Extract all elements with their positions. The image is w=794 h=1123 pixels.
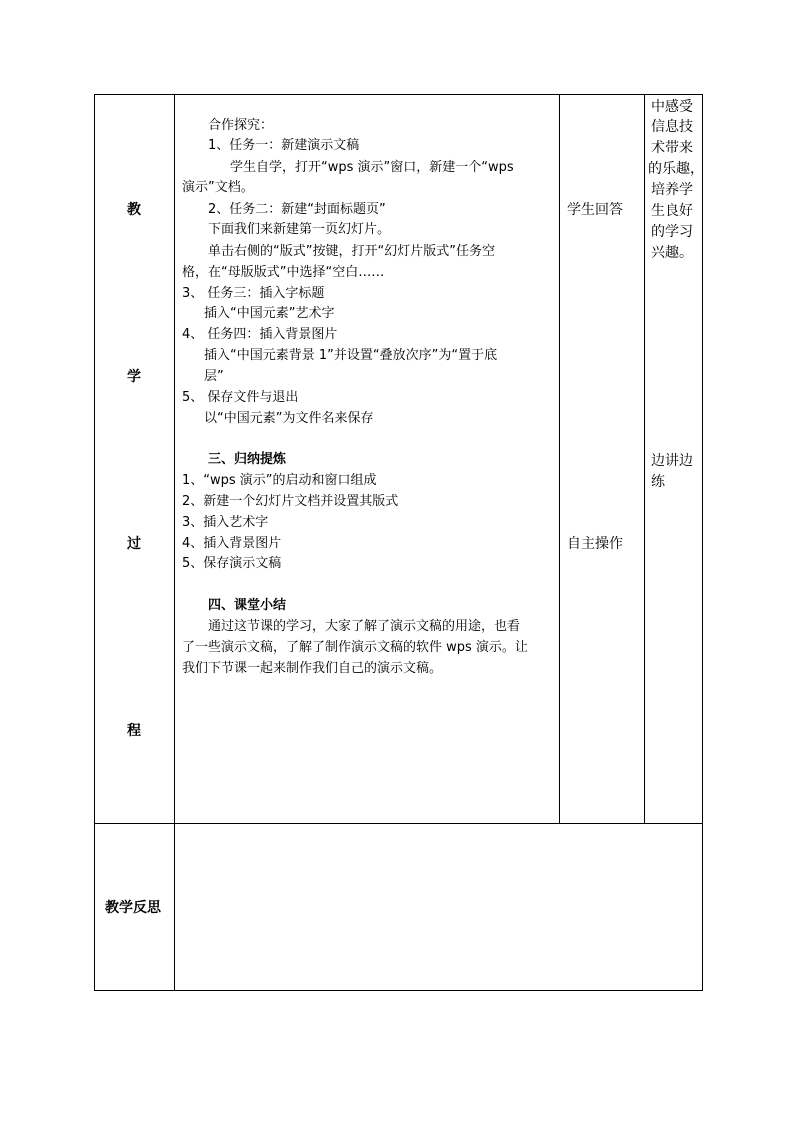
summary-item: 2、新建一个幻灯片文档并设置其版式 xyxy=(182,494,399,509)
content-line: 5、 保存文件与退出 xyxy=(182,390,299,405)
summary-heading: 三、归纳提炼 xyxy=(208,452,287,467)
table-bottom-border xyxy=(94,990,703,991)
student-activity-answer: 学生回答 xyxy=(567,202,623,218)
intent-line: 中感受 xyxy=(651,99,693,115)
content-line: 插入“中国元素背景 1”并设置“叠放次序”为“置于底 xyxy=(204,348,498,363)
process-label-char: 程 xyxy=(127,723,141,739)
content-line: 演示”文档。 xyxy=(182,180,254,195)
content-line: 插入“中国元素”艺术字 xyxy=(204,306,335,321)
table-top-border xyxy=(94,94,703,95)
content-line: 以“中国元素”为文件名来保存 xyxy=(204,411,374,426)
process-label-char: 过 xyxy=(127,536,141,552)
conclusion-line: 了一些演示文稿，了解了制作演示文稿的软件 wps 演示。让 xyxy=(182,640,528,655)
method-line: 边讲边 xyxy=(651,453,693,469)
content-line: 1、任务一：新建演示文稿 xyxy=(208,138,360,153)
content-line: 2、任务二：新建“封面标题页” xyxy=(208,202,386,217)
content-line: 格，在“母版版式”中选择“空白…… xyxy=(182,265,385,280)
student-activity-operate: 自主操作 xyxy=(567,536,623,552)
intent-line: 信息技 xyxy=(651,119,693,135)
process-label-char: 教 xyxy=(127,202,141,218)
activity-column-divider xyxy=(644,94,645,824)
reflection-content xyxy=(175,824,702,990)
intent-line: 兴趣。 xyxy=(651,245,693,261)
table-left-border xyxy=(94,94,95,991)
intent-line: 生良好 xyxy=(651,203,693,219)
conclusion-line: 我们下节课一起来制作我们自己的演示文稿。 xyxy=(182,661,443,676)
intent-line: 术带来 xyxy=(651,140,693,156)
conclusion-heading: 四、课堂小结 xyxy=(208,598,287,613)
content-line: 下面我们来新建第一页幻灯片。 xyxy=(208,222,391,237)
content-line: 3、 任务三：插入字标题 xyxy=(182,286,325,301)
summary-item: 1、“wps 演示”的启动和窗口组成 xyxy=(182,473,377,488)
intent-line: 的乐趣， xyxy=(648,161,704,177)
summary-item: 5、保存演示文稿 xyxy=(182,556,282,571)
content-line: 层” xyxy=(204,369,224,384)
reflection-label: 教学反思 xyxy=(105,900,161,916)
process-label-char: 学 xyxy=(127,369,141,385)
content-line: 单击右侧的“版式”按键，打开“幻灯片版式”任务空 xyxy=(208,244,495,259)
content-line: 合作探究： xyxy=(208,118,274,133)
summary-item: 3、插入艺术字 xyxy=(182,515,269,530)
content-line: 4、 任务四：插入背景图片 xyxy=(182,327,338,342)
table-right-border xyxy=(702,94,703,991)
intent-line: 培养学 xyxy=(651,182,693,198)
summary-item: 4、插入背景图片 xyxy=(182,536,282,551)
method-line: 练 xyxy=(651,474,665,490)
content-column-divider xyxy=(559,94,560,824)
intent-line: 的学习 xyxy=(651,224,693,240)
content-line: 学生自学，打开“wps 演示”窗口，新建一个“wps xyxy=(230,160,514,175)
conclusion-line: 通过这节课的学习，大家了解了演示文稿的用途，也看 xyxy=(208,619,521,634)
